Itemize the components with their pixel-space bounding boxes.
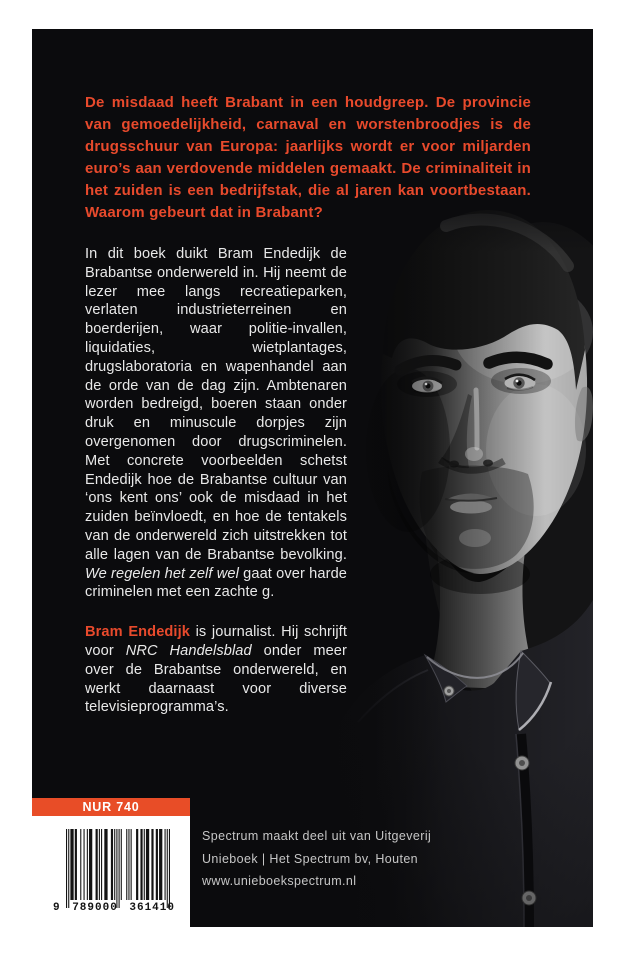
bio-text-b: onder meer over de Brabantse onderwereld, en werkt daarnaast voor diverse televisieprogramma’s. — [85, 642, 347, 716]
blurb-text-b: gaat over harde criminelen met een zachte g. — [85, 565, 347, 601]
newspaper-name: NRC Handelsblad — [125, 642, 252, 659]
isbn-digit-group2: 361410 — [129, 902, 175, 914]
blurb-body — [85, 245, 347, 738]
publisher-info — [202, 825, 431, 893]
isbn-digit-group1: 789000 — [72, 902, 118, 914]
author-bio-paragraph — [85, 623, 347, 717]
publisher-url: www.unieboekspectrum.nl — [202, 874, 357, 888]
isbn-digits — [53, 902, 175, 914]
publisher-line: Spectrum maakt deel uit van Uitgeverij — [202, 829, 432, 843]
blurb-text-a: In dit boek duikt Bram Endedijk de Brabantse onderwereld in. Hij neemt de lezer mee langs recreatieparken, verlaten industrieterreinen en boerderijen, waar politie-invallen, liquidaties, wietplantages, drugslaboratoria en wapenhandel aan de orde van de dag zijn. Ambtenaren worden bedreigd, boeren staan onder druk en minuscule dorpjes zijn overgenomen door drugscriminelen. Met concrete voorbeelden schetst Endedijk hoe de Brabantse cultuur van ‘ons kent ons’ ook de misdaad in het zuiden beïnvloedt, en hoe de tentakels van de onderwereld zich uitstrekken tot alle lagen van de Brabantse bevolking. — [85, 246, 347, 563]
publisher-line: Unieboek | Het Spectrum bv, Houten — [202, 851, 419, 866]
back-cover — [32, 29, 593, 927]
nur-code-bar — [32, 798, 190, 816]
bio-text-a: is journalist. Hij schrijft voor — [85, 624, 347, 659]
author-portrait-photo — [328, 182, 593, 927]
author-name: Bram Endedijk — [85, 624, 190, 641]
blurb-intro: De misdaad heeft Brabant in een houdgreep. De provincie van gemoedelijkheid, carnaval en worstenbroodjes is de drugsschuur van Europa: jaarlijks wordt er voor miljarden euro’s aan verdovende middelen gemaakt. De criminaliteit in het zuiden is een bedrijfstak, die al jaren kan voortbestaan. Waarom gebeurt dat in Brabant? — [85, 94, 531, 221]
blurb-paragraph — [85, 245, 347, 602]
isbn-barcode-box — [32, 816, 190, 927]
book-title-italic: We regelen het zelf wel — [85, 565, 239, 582]
nur-code-label: NUR 740 — [82, 800, 140, 814]
isbn-digit-lead: 9 — [53, 902, 61, 914]
ean13-barcode — [66, 829, 170, 908]
